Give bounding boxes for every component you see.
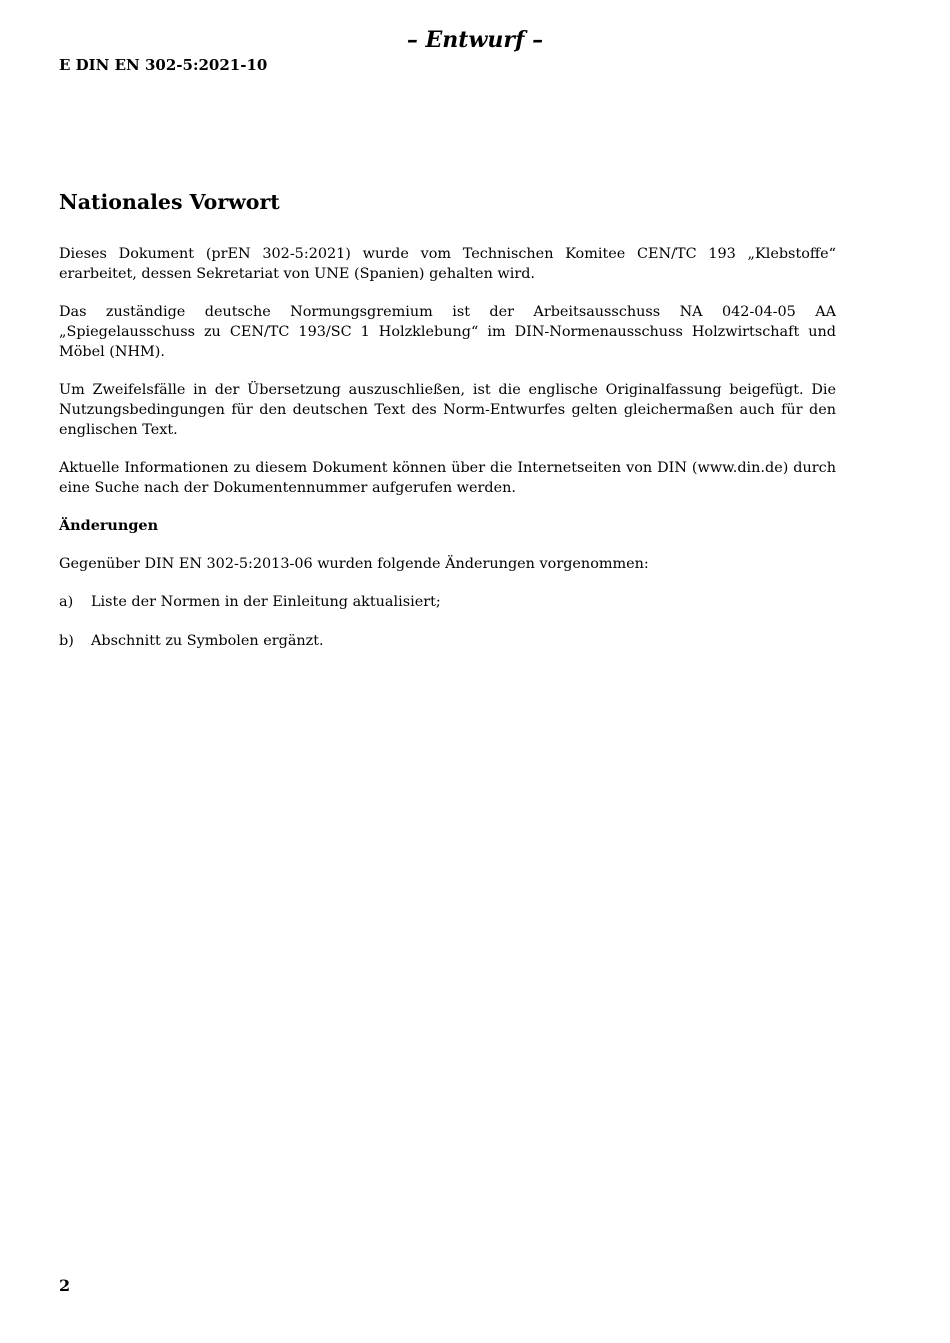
paragraph: Aktuelle Informationen zu diesem Dokument können über die Internetseiten von DIN (www.din.de) durch eine Suche nach der Dokumentennummer aufgerufen werden.: [59, 460, 836, 496]
main-content: [59, 187, 836, 670]
paragraph: Um Zweifelsfälle in der Übersetzung auszuschließen, ist die englische Originalfassung beigefügt. Die Nutzungsbedingungen für den deutschen Text des Norm-Entwurfes gelten gleichermaßen auch für den englischen Text.: [59, 382, 836, 438]
draft-watermark-title: – Entwurf –: [406, 27, 544, 53]
section-title: Nationales Vorwort: [59, 190, 280, 214]
list-marker: a): [59, 594, 74, 610]
document-id: E DIN EN 302-5:2021-10: [59, 56, 268, 74]
paragraph: Dieses Dokument (prEN 302-5:2021) wurde vom Technischen Komitee CEN/TC 193 „Klebstoffe“ erarbeitet, dessen Sekretariat von UNE (Spanien) gehalten wird.: [59, 246, 836, 282]
list-item: [59, 592, 836, 612]
changes-heading: Änderungen: [59, 517, 159, 534]
page-number: 2: [59, 1276, 71, 1295]
list-item-text: Liste der Normen in der Einleitung aktualisiert;: [91, 594, 441, 610]
list-marker: b): [59, 633, 74, 649]
paragraph: Das zuständige deutsche Normungsgremium ist der Arbeitsausschuss NA 042-04-05 AA „Spiegelausschuss zu CEN/TC 193/SC 1 Holzklebung“ im DIN-Normenausschuss Holzwirtschaft und Möbel (NHM).: [59, 304, 836, 360]
list-item-text: Abschnitt zu Symbolen ergänzt.: [91, 633, 324, 649]
changes-intro: Gegenüber DIN EN 302-5:2013-06 wurden folgende Änderungen vorgenommen:: [59, 556, 649, 572]
list-item: [59, 631, 836, 651]
